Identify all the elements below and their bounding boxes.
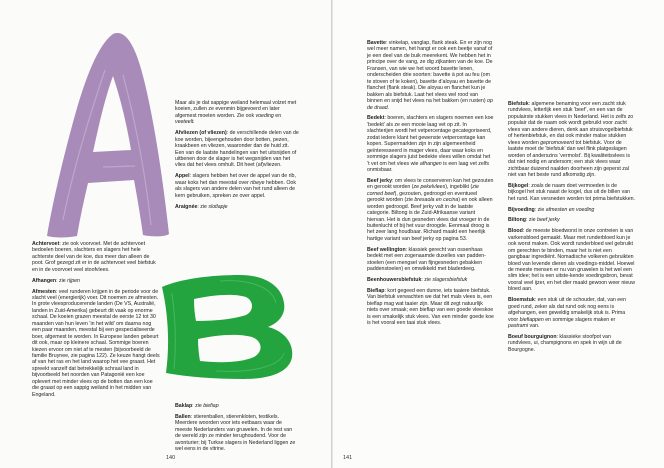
entry-biltong: Biltong: zie beef jerky xyxy=(508,217,560,224)
entry-bloed: Blood: de meeste bloedworst in onze contreien is van varkensbloed gemaakt. Maar met runderbloed kun je ook worst maken. Ook wordt runderbloed wel gebruikt om gerechten te binden, maar het is niet een gangbaar ingrediënt. Nomadische volkeren gebruikten bloed van levende dieren als voedings-middel. Hoewel de meeste mensen er nu van gruwelen is het wel een slim idee; het is een uitste-kende voedingsbron, bevat vooral veel ijzer, en het dier maakt gewoon weer nieuw bloed aan. xyxy=(508,228,635,293)
entry-biefstuk: Biefstuk: algemene benaming voor een zacht stuk rundvlees, letterlijk een stuk ‘beef’, en een van de populairste stukken vlees in Nederland. Het is zelfs zo populair dat de naam ook wordt gebruikt voor zacht vlees van andere dieren, denk aan struisvogelbiefstuk of hertenbiefstuk, en dat ook minder malse stukken vlees worden gepromoveerd tot biefstuk. Voor de laatste moet de ‘biefstuk’ dan wel flink platgeslagen worden of anderszins ‘vermolst’. Bij kwaliteitsvlees is dat niet nodig en andersom; een stuk vlees waar zichtbaar duizend naalden doorheen zijn geperst zal niet van het beste rund afkomstig zijn. xyxy=(508,101,634,178)
right-column-1 xyxy=(367,40,494,331)
entry-beef-jerky: Beef jerky: om vlees te conserveren kan het gezouten en gerookt worden (ze pekelvlees), ingeblikt (zie corned beef), gezouten, gedroogd en eventueel gerookt worden (zie bresaola en cecina) en ook alleen worden gedroogd. Beef jerky valt in de laatste categorie. Biltong is de Zuid-Afrikaanse variant hiervan. Het is dun gesneden vlees dat vroeger in de buitenlucht of bij het vuur droogde. Eenmaal droog is het zeer lang houdbaar. Richard maakt een heerlijk hartige variant van beef jerky op pagina 53. xyxy=(367,177,494,242)
left-page xyxy=(0,0,331,468)
entry-bijvoeding: Bijvoeding: zie afmesten en voeding xyxy=(508,206,595,213)
entry-continuation: Maar als je dat sappige weiland helemaal volzet met koeien, zullen ze evenmin bijgevoerd en later afgemest moeten worden. Zie ook voeding en veeteelt. xyxy=(175,100,297,126)
entry-beenhouwersbiefstuk: Beenhouwersbiefstuk: zie slagersbiefstuk xyxy=(367,276,468,283)
entry-afvliezen: Afvliezen (of vliezen): de verschillende delen van de koe worden, bijeengehouden door botten, pezen, kraakbeen en vliezen, waaronder dan de huid zit. Een van de laatste handelingen van het uitsnijden of uitbenen door de slager is het wegsnijden van het vlies dat het vlees omhult. Dit heet (af)vliezen. xyxy=(175,130,299,169)
big-letter-b xyxy=(160,273,296,379)
left-column-2b xyxy=(175,403,299,457)
letter-b-shape xyxy=(162,275,292,379)
entry-achtervoet: Achtervoet: zie ook voorvoet. Met de achtervoet bedoelen boeren, slachters en slagers het hele achterste deel van de koe, dus meer dan alleen de poot. Grof gezegd zit er in de achtervoet veel biefstuk en in de voorvoet veel stoofvlees. xyxy=(32,241,156,273)
entry-bijkogel: Bijkogel: zoals de naam doet vermoeden is de bijkogel het stuk naast de kogel, dus uit de billen van het rund. Kan versneden worden tot prima biefstukken. xyxy=(508,182,636,202)
entry-araignee: Araignée: zie slotlapje xyxy=(175,203,228,210)
entry-appel: Appel: slagers hebben het over de appel van de rib, waar koks het dan meestal over ribeye hebben. Ook als slagers van andere delen van het rund alleen de kern gebruiken, spreken ze over appel. xyxy=(175,173,296,199)
entry-bavette: Bavette: vinkelap, vanglap, flank steak. En er zijn nog wel meer namen, het hangt er ook een beetje vanaf of je een deel van de buik meerekent. We hebben het in principe over de vang, ze dig zijkanten van de koe. De Fransen, van wie we het woord bavette lenen, onderscheiden drie soorten: bavette à pot au feu (om te stoven of te koken), bavette d’aloyau en bavette de flanchet (flank steak). Die aloyau en flanchet kun je bakken als biefstuk. Laat het vlees wel rood van binnen en snijd het vlees na het bakken (en rusten) op de draad. xyxy=(367,40,493,111)
right-page xyxy=(333,0,664,468)
entry-afhangen: Afhangen: zie rijpen xyxy=(32,277,80,284)
entry-boeuf-bourguignon: Boeuf bourguignon: klassieke stoofpot van rundvlees, ui, champignons en spek in wijn uit de Bourgogne. xyxy=(508,333,622,353)
entry-afmesten: Afmesten: veel runderen krijgen in de periode voor de slacht veel (energierijk) voer. Dit noemen ze afmesten. In grote vleesproducerende landen (De VS, Australië, landen in Zuid-Amerika) gebeurt dit vaak op enorme schaal. De koeien grazen meestal de eerste 12 tot 30 maanden van hun leven ‘in het wild’ om daarna nog een paar maanden, meestal bij een gespecialiseerde boer, afgemest te worden. In Europese landen gebeurt dit ook, maar op kleinere schaal. Sommige boeren kiezen ervoor om niet af te mesten (bijvoorbeeld de familie Bruynee, zie pagina 122). Ze keuze hangt deels af van het ras en het land waarop het vee graast. Het spreekt vanzelf dat betrekkelijk schraal land in bijvoorbeeld het noorden van Patagonië een koe oplevert met minder vlees op de botten dan een koe die graast op een sappig weiland in het midden van Engeland. xyxy=(32,288,160,398)
left-column-2 xyxy=(175,100,299,214)
entry-ballen: Ballen: stierenballen, stierenkloten, testikels. Meerdere woorden voor iets eetbaars waar de meeste Nederlanders van gruwelen. In de rest van de wereld zijn ze minder terughoudend. Voor de avonturier; bij Turkse slagers in Nederland liggen ze wel eens in de vitrine. xyxy=(175,413,296,453)
big-letter-a xyxy=(43,30,171,238)
page-number-left: 140 xyxy=(166,455,176,461)
left-column-1 xyxy=(32,241,160,403)
entry-bloemstuk: Bloemstuk: een stuk uit de schouder, dat, van een goed rund, zeker als dat rund ook nog eens is afgehangen, een geweldig smakelijk stuk is. Prima voor biefiappen en sommige slagers maken er pastrami van. xyxy=(508,297,626,329)
entry-bedekt: Bedekt: boeren, slachters en slagers noemen een koe ‘bedekt’ als ze een mooie laag vet op zit. In slachterijen wordt het vetpercentage gecategoriseerd, zodat iedere klant het gewenste vetpercentage kan kopen. Supermarkten zijn in zijn algemeenheid geïnteresseerd in mager vlees, daar waar koks en sommige slagers juist bedekte vlees willen omdat het ’t vet om het vlees wie afhangen is een laag vet zelfs onmisbaar. xyxy=(367,115,494,173)
entry-bieflap: Bieflap: kort gegeed een dunne, iets taaiere biefstuk. Van biefstuk verwachten we dat het mals vlees is, een bieflap mag wat taaier zijn. Maar dit zegt natuurlijk niets over smaak; een bieflap van een goede vleeskoe is een smakelijk stuk vlees. Van een minder goede koe is het vooral een taai stuk vlees. xyxy=(367,287,494,327)
entry-baklap: Baklap: zie biefiap xyxy=(175,403,219,409)
entry-beef-wellington: Beef wellington: klassiek gerecht van ossenhaas bedekt met een zogenaamde duxelles van padden-stoelen (een mengsel van fijngesneden gebakken paddenstoelen) en omwikkeld met bladerdeeg. xyxy=(367,246,486,273)
right-column-2 xyxy=(508,101,635,358)
page-number-right: 141 xyxy=(343,455,353,461)
